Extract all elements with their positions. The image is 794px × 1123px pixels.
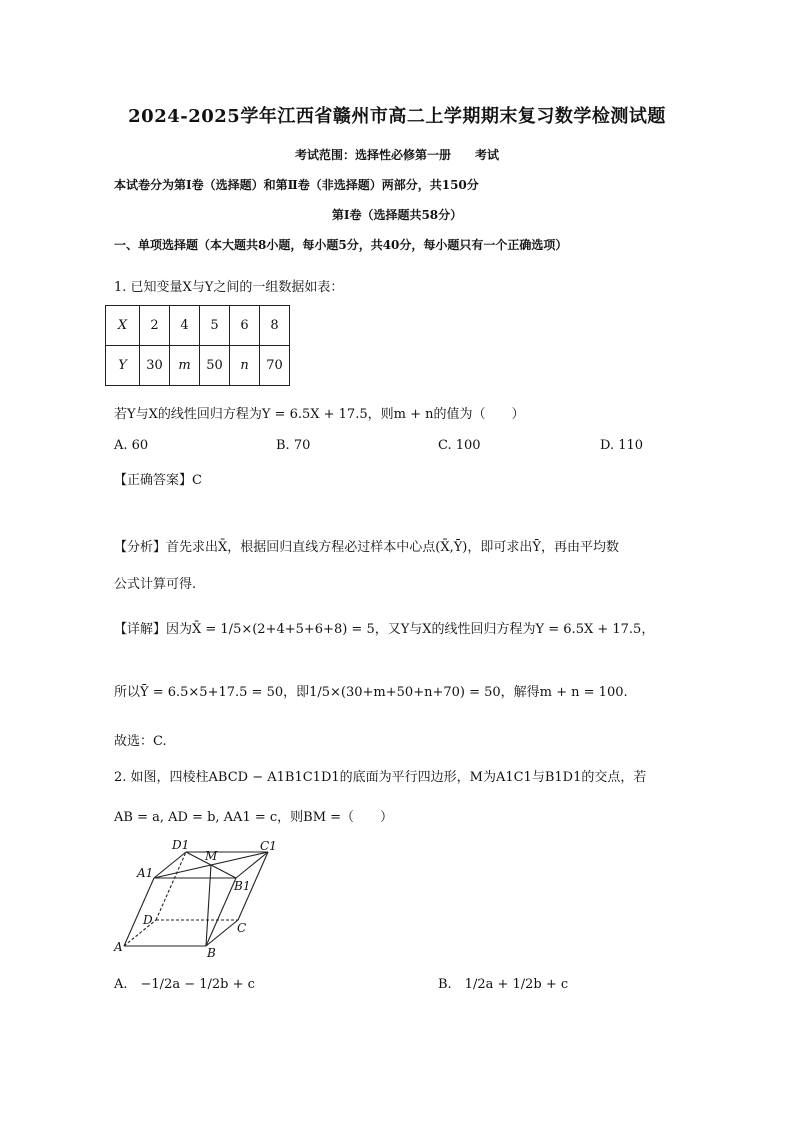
table-row-x xyxy=(106,306,290,346)
q1-answer: 【正确答案】C xyxy=(114,473,202,488)
table-cell: 6 xyxy=(230,306,260,346)
document-title: 2024-2025学年江西省赣州市高二上学期期末复习数学检测试题 xyxy=(128,106,666,127)
prism-figure xyxy=(110,836,290,960)
table-row-y xyxy=(106,346,290,386)
table-cell: m xyxy=(170,346,200,386)
table-cell: 2 xyxy=(140,306,170,346)
label-m: M xyxy=(205,849,218,863)
label-a1: A1 xyxy=(137,866,154,880)
q1-option-a: A. 60 xyxy=(114,438,149,453)
q1-data-table xyxy=(105,305,290,386)
q1-analysis-cont: 公式计算可得. xyxy=(114,577,197,592)
label-c: C xyxy=(237,921,247,935)
part-heading: 第Ⅰ卷（选择题共58分） xyxy=(331,208,463,222)
q2-stem: 2. 如图，四棱柱ABCD − A1B1C1D1的底面为平行四边形，M为A1C1与B1D1的交点，若 xyxy=(114,770,647,785)
exam-scope: 考试范围：选择性必修第一册 考试 xyxy=(294,148,499,162)
exam-intro: 本试卷分为第Ⅰ卷（选择题）和第Ⅱ卷（非选择题）两部分，共150分 xyxy=(114,178,479,192)
q1-detail-line1: 【详解】因为X̄ = 1/5×(2+4+5+6+8) = 5，又Y与X的线性回归方程为Y = 6.5X + 17.5， xyxy=(114,622,655,637)
q2-option-b: B. 1/2a + 1/2b + c xyxy=(438,977,569,992)
q1-conclusion: 故选：C. xyxy=(114,734,167,749)
label-a: A xyxy=(114,940,123,954)
q1-stem: 1. 已知变量X与Y之间的一组数据如表： xyxy=(114,280,344,295)
table-cell: 30 xyxy=(140,346,170,386)
table-cell: 8 xyxy=(260,306,290,346)
label-d: D xyxy=(143,913,153,927)
q1-option-c: C. 100 xyxy=(438,438,481,453)
q1-analysis: 【分析】首先求出X̄，根据回归直线方程必过样本中心点(X̄,Ȳ)，即可求出Ȳ，再由平均数 xyxy=(114,540,619,555)
q2-option-a: A. −1/2a − 1/2b + c xyxy=(114,977,255,992)
q1-detail-line2: 所以Ȳ = 6.5×5+17.5 = 50，即1/5×(30+m+50+n+70) = 50，解得m + n = 100. xyxy=(114,685,628,700)
q1-option-d: D. 110 xyxy=(600,438,644,453)
q2-given: AB = a, AD = b, AA1 = c，则BM =（ ） xyxy=(114,810,394,825)
table-cell: 70 xyxy=(260,346,290,386)
table-cell: Y xyxy=(106,346,140,386)
section-heading: 一、单项选择题（本大题共8小题，每小题5分，共40分，每小题只有一个正确选项） xyxy=(114,238,568,252)
table-cell: X xyxy=(106,306,140,346)
label-b: B xyxy=(207,946,216,960)
label-c1: C1 xyxy=(260,839,277,853)
table-cell: n xyxy=(230,346,260,386)
label-b1: B1 xyxy=(234,879,251,893)
table-cell: 50 xyxy=(200,346,230,386)
label-d1: D1 xyxy=(172,838,190,852)
table-cell: 5 xyxy=(200,306,230,346)
table-cell: 4 xyxy=(170,306,200,346)
q1-option-b: B. 70 xyxy=(276,438,311,453)
q1-question: 若Y与X的线性回归方程为Y = 6.5X + 17.5，则m + n的值为（ ） xyxy=(114,407,525,422)
